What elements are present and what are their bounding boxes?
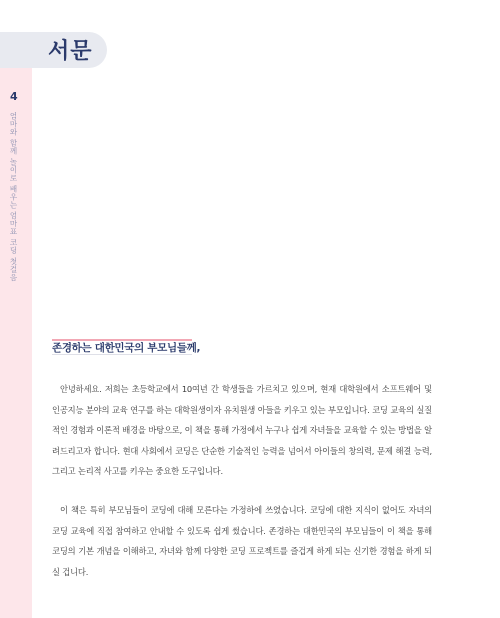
letter-heading: 존경하는 대한민국의 부모님들께, [52,342,201,354]
heading-underline [52,354,192,355]
page-number: 4 [10,90,18,103]
book-title-vertical: 엄마와 함께 놀이로 배우는 엄마표 코딩 첫걸음 [9,112,18,282]
section-title: 서문 [48,39,93,64]
paragraph-1: 안녕하세요. 저희는 초등학교에서 10여년 간 학생들을 가르치고 있으며, 현재 대학원에서 소프트웨어 및 인공지능 분야의 교육 연구를 하는 대학원생이자 유치원생 아들을 키우고 있는 부모입니다. 코딩 교육의 실질적인 경험과 이론적 배경을 바탕으로, 이 책을 통해 가정에서 누구나 쉽게 자녀들을 교육할 수 있는 방법을 알려드리고자 합니다. 현대 사회에서 코딩은 단순한 기술적인 능력을 넘어서 아이들의 창의력, 문제 해결 능력, 그리고 논리적 사고를 키우는 중요한 도구입니다. [52,384,432,476]
paragraph-2: 이 책은 특히 부모님들이 코딩에 대해 모른다는 가정하에 쓰였습니다. 코딩에 대한 지식이 없어도 자녀의 코딩 교육에 직접 참여하고 안내할 수 있도록 쉽게 썼습니다. 존경하는 대한민국의 부모님들이 이 책을 통해 코딩의 기본 개념을 이해하고, 자녀와 함께 다양한 코딩 프로젝트를 즐겁게 하게 되는 신기한 경험을 하게 되실 겁니다. [52,505,432,577]
